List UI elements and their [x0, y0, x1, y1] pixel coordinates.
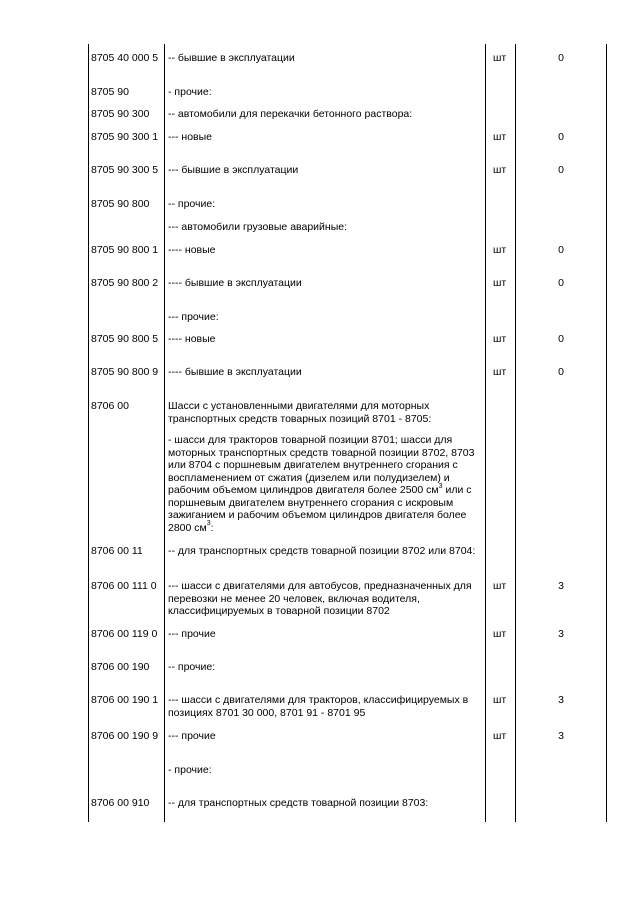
- duty-rate: 3: [558, 730, 564, 742]
- commodity-code: 8706 00 111 0: [91, 580, 157, 592]
- unit-of-measure: шт: [493, 628, 507, 640]
- description-text: :: [210, 521, 214, 534]
- duty-rate: 3: [558, 694, 564, 706]
- duty-rate: 0: [558, 333, 564, 345]
- commodity-description: ---- бывшие в эксплуатации: [168, 366, 302, 378]
- commodity-code: 8705 90: [91, 86, 129, 98]
- duty-rate: 0: [558, 366, 564, 378]
- commodity-code: 8705 90 300: [91, 108, 150, 120]
- commodity-code: 8705 90 800 2: [91, 277, 159, 289]
- commodity-code: 8705 90 300 5: [91, 164, 159, 176]
- unit-of-measure: шт: [493, 277, 507, 289]
- commodity-description: ---- бывшие в эксплуатации: [168, 277, 302, 289]
- unit-of-measure: шт: [493, 164, 507, 176]
- commodity-code: 8705 90 800 9: [91, 366, 159, 378]
- commodity-description: - прочие:: [168, 764, 212, 776]
- duty-rate: 0: [558, 277, 564, 289]
- commodity-description: -- для транспортных средств товарной позиции 8703:: [168, 797, 429, 809]
- duty-rate: 3: [558, 628, 564, 640]
- commodity-code: 8705 90 300 1: [91, 131, 159, 143]
- duty-rate: 0: [558, 52, 564, 64]
- commodity-code: 8705 90 800 5: [91, 333, 159, 345]
- commodity-description: Шасси с установленными двигателями для моторных транспортных средств товарных позиций 8701 - 8705:: [168, 400, 432, 425]
- commodity-description: - прочие:: [168, 86, 212, 98]
- commodity-description: --- новые: [168, 131, 213, 143]
- superscript-exponent: 3: [206, 520, 211, 527]
- commodity-description: --- прочие: [168, 730, 216, 742]
- commodity-code: 8706 00 910: [91, 797, 150, 809]
- unit-of-measure: шт: [493, 730, 507, 742]
- commodity-description: -- прочие:: [168, 661, 216, 673]
- unit-of-measure: шт: [493, 131, 507, 143]
- column-divider: [606, 44, 607, 822]
- column-divider: [485, 44, 486, 822]
- unit-of-measure: шт: [493, 694, 507, 706]
- commodity-code: 8706 00 119 0: [91, 628, 158, 640]
- commodity-description: --- прочие: [168, 628, 216, 640]
- description-text: - шасси для тракторов товарной позиции 8701; шасси для моторных транспортных средств товарной позиции 8702, 8703 или 8704 с поршневым двигателем внутреннего сгорания с воспламенением от сжатия (дизелем или полудизелем) и рабочим объемом цилиндров двигателя более 2500 см: [168, 434, 475, 496]
- column-divider: [88, 44, 89, 822]
- commodity-description: [168, 434, 482, 534]
- commodity-description: ---- новые: [168, 244, 216, 256]
- commodity-description: --- прочие:: [168, 311, 219, 323]
- unit-of-measure: шт: [493, 333, 507, 345]
- commodity-description: -- прочие:: [168, 198, 216, 210]
- commodity-code: 8706 00 190: [91, 661, 150, 673]
- commodity-description: --- шасси с двигателями для автобусов, предназначенных для перевозки не менее 20 человек, включая водителя, классифицируемых в товарной позиции 8702: [168, 580, 472, 617]
- duty-rate: 0: [558, 131, 564, 143]
- duty-rate: 0: [558, 244, 564, 256]
- unit-of-measure: шт: [493, 366, 507, 378]
- commodity-code: 8705 90 800 1: [91, 244, 159, 256]
- commodity-description: --- шасси с двигателями для тракторов, классифицируемых в позициях 8701 30 000, 8701 91 - 8701 95: [168, 694, 469, 719]
- commodity-code: 8706 00 190 1: [91, 694, 159, 706]
- duty-rate: 0: [558, 164, 564, 176]
- commodity-description: ---- новые: [168, 333, 216, 345]
- column-divider: [164, 44, 165, 822]
- description-text: или с поршневым двигателем внутреннего сгорания с искровым зажиганием и рабочим объемом цилиндров двигателя более 2800 см: [168, 484, 472, 534]
- commodity-description: -- бывшие в эксплуатации: [168, 52, 295, 64]
- commodity-description: -- автомобили для перекачки бетонного раствора:: [168, 108, 413, 120]
- unit-of-measure: шт: [493, 52, 507, 64]
- unit-of-measure: шт: [493, 244, 507, 256]
- superscript-exponent: 3: [438, 482, 443, 490]
- commodity-code: 8706 00: [91, 400, 129, 412]
- commodity-description: -- для транспортных средств товарной позиции 8702 или 8704:: [168, 545, 476, 557]
- unit-of-measure: шт: [493, 580, 507, 592]
- commodity-description: --- автомобили грузовые аварийные:: [168, 221, 348, 233]
- commodity-code: 8705 90 800: [91, 198, 150, 210]
- commodity-code: 8705 40 000 5: [91, 52, 159, 64]
- commodity-code: 8706 00 11: [91, 545, 143, 557]
- duty-rate: 3: [558, 580, 564, 592]
- commodity-code: 8706 00 190 9: [91, 730, 159, 742]
- commodity-description: --- бывшие в эксплуатации: [168, 164, 299, 176]
